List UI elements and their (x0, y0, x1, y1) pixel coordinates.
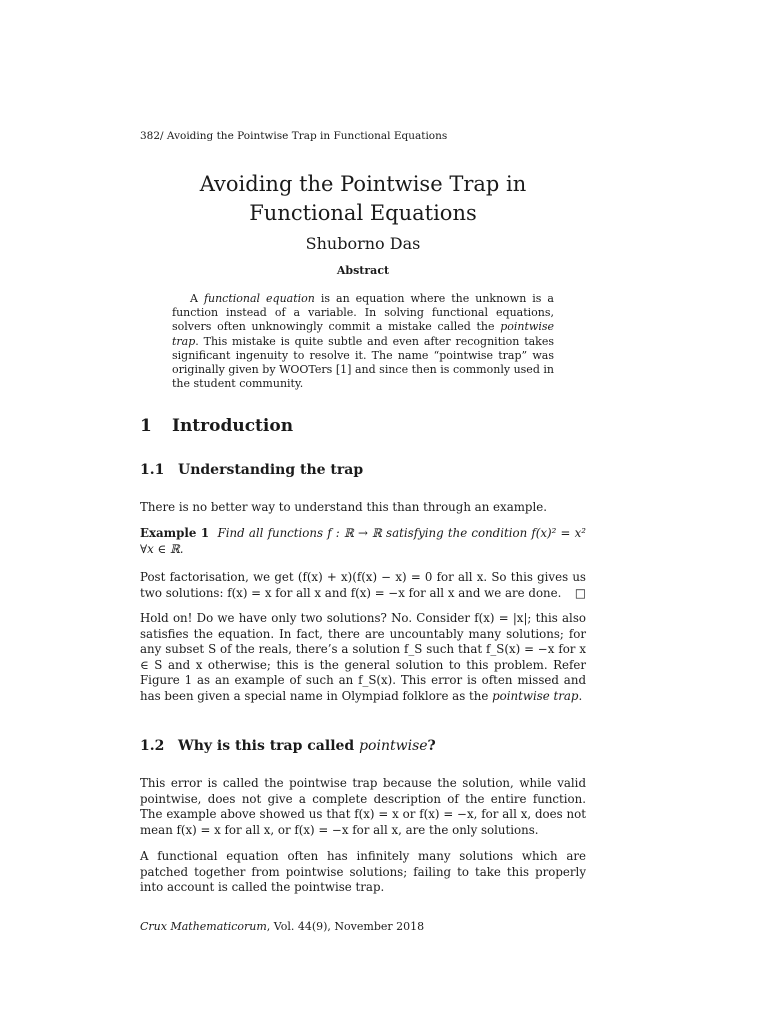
abstract-body (172, 292, 554, 391)
subsection-heading-why-pointwise (140, 738, 436, 754)
subsection-title: Understanding the trap (178, 462, 364, 478)
paper-title (140, 170, 586, 228)
section-number: 1 (140, 416, 152, 436)
abstract-text-2: is an equation where the unknown is a function instead of a variable. In solving functional equations, solvers often unknowingly commit a mistake called the (172, 292, 554, 334)
section-title: Introduction (172, 416, 294, 436)
paragraph-error-explanation: This error is called the pointwise trap because the solution, while valid pointwise, does not give a complete description of the entire function. The example above showed us that f(x) = x or f(x) = −x, for all x, does not mean f(x) = x for all x, or f(x) = −x for all x, are the only solutions. (140, 776, 586, 837)
example-statement: Find all functions f : ℝ → ℝ satisfying the condition f(x)² = x² ∀x ∈ ℝ. (140, 526, 587, 556)
author: Shuborno Das (305, 234, 421, 253)
abstract-em-1: functional equation (203, 292, 315, 305)
abstract-em-2: pointwise trap (172, 320, 554, 348)
journal-name: Crux Mathematicorum (140, 920, 267, 933)
abstract-text-1: A (190, 292, 204, 305)
paragraph-intro: There is no better way to understand this than through an example. (140, 500, 547, 514)
example-1 (140, 526, 586, 557)
section-heading-introduction (140, 416, 293, 436)
subsection-number: 1.1 (140, 462, 165, 478)
title-line-2: Functional Equations (249, 201, 477, 225)
footer-issue: , Vol. 44(9), November 2018 (266, 920, 425, 933)
running-head: 382/ Avoiding the Pointwise Trap in Functional Equations (140, 130, 448, 142)
hold-text: Hold on! Do we have only two solutions? No. Consider f(x) = |x|; this also satisfies the equation. In fact, there are uncountably many solutions; for any subset S of the reals, there’s a solution f_S such that f_S(x) = −x for x ∈ S and x otherwise; this is the general solution to this problem. Refer Figure 1 as an example of such an f_S(x). This error is often missed and has been given a special name in Olympiad folklore as the (140, 611, 586, 703)
subsection-title-plain: Why is this trap called (178, 738, 360, 754)
hold-end: . (578, 688, 583, 703)
abstract-heading: Abstract (336, 264, 390, 277)
paragraph-hold-on (140, 611, 586, 705)
title-line-1: Avoiding the Pointwise Trap in (199, 172, 527, 196)
abstract-text-3: . This mistake is quite subtle and even after recognition takes significant ingenuity to resolve it. The name “pointwise trap” was originally given by WOOTers [1] and since then is commonly used in the student community. (172, 334, 554, 391)
subsection-number: 1.2 (140, 738, 165, 754)
footer (140, 920, 424, 933)
paragraph-patched-solutions: A functional equation often has infinitely many solutions which are patched together from pointwise solutions; failing to take this properly into account is called the pointwise trap. (140, 849, 586, 895)
qed-symbol: □ (574, 585, 586, 600)
subsection-heading-understanding (140, 462, 363, 478)
post-text: Post factorisation, we get (f(x) + x)(f(x) − x) = 0 for all x. So this gives us two solutions: f(x) = x for all x and f(x) = −x for all x and we are done. (140, 570, 586, 600)
hold-em: pointwise trap (492, 688, 579, 703)
subsection-title-end: ? (427, 738, 436, 754)
example-label: Example 1 (140, 526, 210, 540)
paragraph-post-factorisation (140, 570, 586, 601)
subsection-title-em: pointwise (359, 738, 428, 754)
